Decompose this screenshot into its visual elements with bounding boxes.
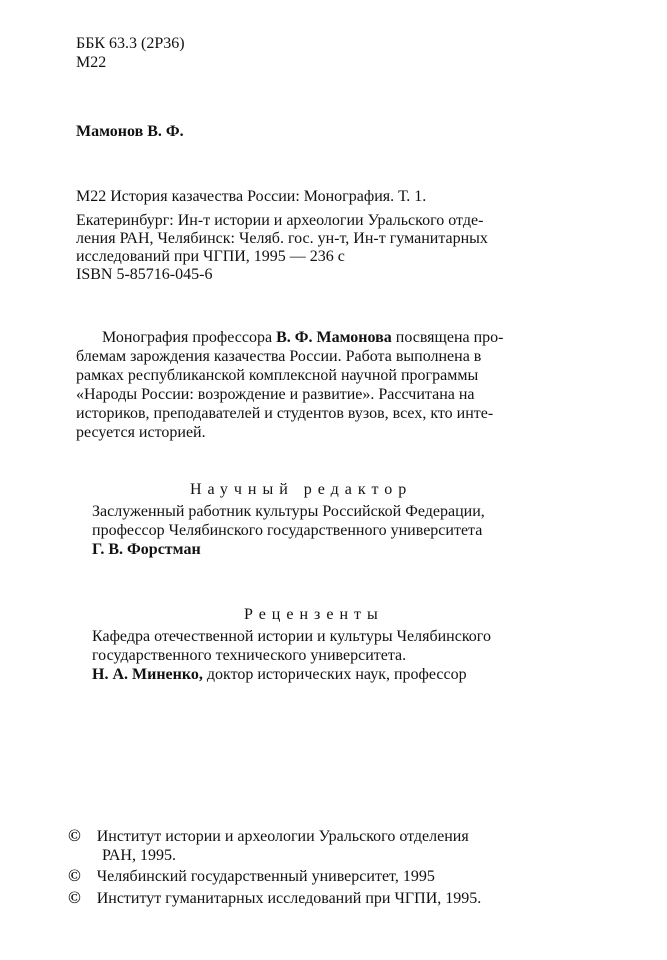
abstract-text-end: посвящена про-	[391, 329, 504, 346]
abstract-line-2: блемам зарождения казачества России. Работа выполнена в	[76, 348, 482, 365]
author-name: Мамонов В. Ф.	[76, 123, 184, 140]
copyright-1-text: Институт истории и археологии Уральского отделения	[96, 828, 469, 845]
abstract-text: Монография профессора	[102, 329, 277, 346]
reviewers-line-1: Кафедра отечественной истории и культуры Челябинского	[92, 628, 491, 645]
copyright-1	[68, 826, 469, 847]
isbn: ISBN 5-85716-045-6	[76, 266, 213, 283]
abstract-author: В. Ф. Мамонова	[276, 329, 392, 346]
editor-line-2: профессор Челябинского государственного университета	[92, 522, 483, 539]
imprint-line-1: Екатеринбург: Ин-т истории и археологии Уральского отде-	[76, 212, 484, 229]
copyright-2	[68, 866, 435, 887]
reviewers-heading: Рецензенты	[244, 606, 384, 623]
abstract-line-6: ресуется историей.	[76, 424, 206, 441]
copyright-icon: ©	[68, 826, 81, 845]
reviewers-line-2: государственного технического университета.	[92, 647, 407, 664]
copyright-3	[68, 888, 481, 909]
reviewer-person	[92, 665, 467, 685]
copyright-icon: ©	[68, 866, 81, 885]
biblio-title-text: История казачества России: Монография. Т. 1.	[110, 188, 427, 205]
abstract-line-4: «Народы России: возрождение и развитие». Рассчитана на	[76, 386, 475, 403]
reviewer-name: Н. А. Миненко,	[92, 666, 203, 683]
imprint-line-3: исследований при ЧГПИ, 1995 — 236 с	[76, 248, 345, 265]
reviewer-title: доктор исторических наук, профессор	[202, 666, 467, 683]
biblio-title-prefix: М22	[76, 188, 107, 205]
copyright-2-text: Челябинский государственный университет, 1995	[96, 868, 435, 885]
copyright-icon: ©	[68, 888, 81, 907]
copyright-1-cont: РАН, 1995.	[102, 847, 176, 864]
editor-heading: Научный редактор	[190, 481, 413, 498]
editor-line-1: Заслуженный работник культуры Российской Федерации,	[92, 503, 485, 520]
copyright-3-text: Институт гуманитарных исследований при ЧГПИ, 1995.	[96, 890, 482, 907]
biblio-title	[76, 187, 426, 207]
abstract-line-5: историков, преподавателей и студентов вузов, всех, кто инте-	[76, 405, 494, 422]
imprint-line-2: ления РАН, Челябинск: Челяб. гос. ун-т, Ин-т гуманитарных	[76, 230, 488, 247]
bbk-code: ББК 63.3 (2Р36)	[76, 35, 185, 52]
abstract-line-1	[102, 328, 504, 348]
author-mark: М22	[76, 54, 107, 71]
abstract-line-3: рамках республиканской комплексной научной программы	[76, 367, 479, 384]
editor-name: Г. В. Форстман	[92, 541, 201, 558]
